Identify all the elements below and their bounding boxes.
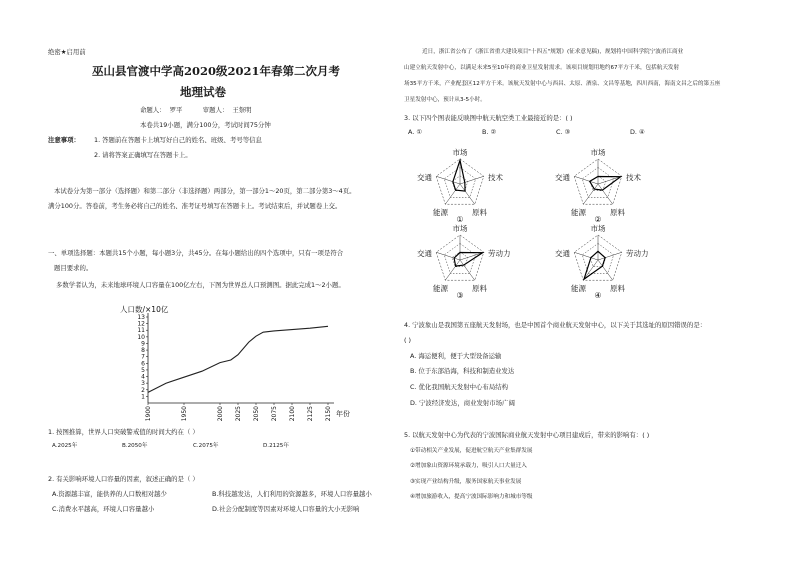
q1-option-c[interactable]: C.2075年 [193, 443, 219, 449]
note-item-1: 1. 答题前在答题卡上填写好自己的姓名、班级、考号等信息 [94, 136, 262, 144]
passage-2-line-2: 山建立航天发射中心，以满足未来5至10年的商业卫星发射需求。该项目规划用地约67平方千米，包括航天发射 [404, 65, 680, 71]
q3-option-a[interactable]: A. ① [408, 128, 423, 136]
q2-stem: 2. 有关影响环境人口容量的因素，叙述正确的是（ ） [48, 475, 199, 483]
x-tick-label: 2025 [235, 406, 242, 422]
authors-line: 命题人： 罗平 审题人： 王祭明 [140, 106, 252, 114]
location-factor-diagrams [400, 146, 760, 314]
q3-option-b[interactable]: B. ② [482, 128, 497, 136]
q1-stem: 1. 按图推算，世界人口突破警戒值的时间大约在（ ） [48, 428, 199, 436]
chart-title: 人口数/×10亿 [120, 305, 169, 314]
q5-item-4: ④增加旅游收入，提高宁波国际影响力和城市等级 [410, 494, 533, 500]
radar-label-material: 原料 [610, 208, 625, 217]
radar-label-traffic: 交通 [555, 173, 570, 182]
y-tick-label: 2 [141, 386, 145, 394]
x-tick-label: 1950 [181, 406, 188, 422]
q3-stem: 3. 以下四个图表能反映图中航天航空类工业最接近的是：( ) [404, 114, 573, 122]
radar-label-material: 原料 [472, 208, 487, 217]
radar-1 [417, 147, 503, 224]
x-tick-label: 2075 [271, 406, 278, 422]
radar-spoke [583, 184, 598, 204]
radar-label-right: 劳动力 [626, 249, 649, 258]
x-tick-label: 1900 [145, 406, 152, 422]
y-tick-label: 3 [141, 380, 145, 388]
q2-option-c[interactable]: C.消费水平越高，环境人口容量越小 [52, 505, 155, 513]
passage-1: 多数学者认为，未来地球环境人口容量在100亿左右，下图为世界总人口预测图。据此完成1～2小题。 [56, 281, 345, 289]
secret-label: 绝密★启用前 [48, 48, 86, 56]
radar-spoke [598, 252, 622, 260]
passage-2-line-3: 场35平方千米，产业配套区12平方千米。该航天发射中心与西昌、太原、酒泉、文昌等基地，四川西南，海南文昌之后的第五座 [404, 81, 721, 87]
radar-label-traffic: 交通 [417, 249, 432, 258]
radar-label-traffic: 交通 [417, 173, 432, 182]
section1-line-2: 题目要求的。 [54, 264, 93, 272]
radar-spoke [598, 260, 613, 280]
q4-stem: 4. 宁波象山是我国第五座航天发射场，也是中国首个商业航天发射中心，以下关于其选址的原因错误的是： [404, 321, 707, 329]
q1-option-d[interactable]: D.2125年 [263, 443, 289, 449]
y-tick-label: 12 [137, 320, 145, 328]
intro-line-2: 满分100分。答卷前，考生务必将自己的姓名、准考证号填写在答题卡上。考试结束后，并试题卷上交。 [48, 202, 342, 210]
radar-spoke [460, 252, 484, 260]
y-tick-label: 4 [141, 373, 145, 381]
radar-label-right: 劳动力 [488, 249, 511, 258]
radar-number: ① [456, 215, 464, 224]
population-chart [118, 303, 350, 422]
radar-spoke [598, 184, 613, 204]
q4-paren: ( ) [404, 336, 412, 344]
section1-line-1: 一、单项选择题：本题共15个小题，每小题3分，共45分。在每小题给出的四个选项中，只有一项是符合 [48, 249, 344, 257]
y-tick-label: 11 [137, 327, 145, 335]
radar-label-right: 技术 [626, 173, 641, 182]
radar-label-market: 市场 [452, 148, 468, 157]
radar-label-market: 市场 [590, 224, 606, 233]
note-item-2: 2. 请将答案正确填写在答题卡上。 [94, 151, 192, 159]
notes-heading: 注意事项： [48, 136, 80, 144]
radar-shape [590, 177, 621, 191]
y-tick-label: 9 [141, 340, 145, 348]
radar-label-energy: 能源 [571, 284, 586, 293]
q4-option-d[interactable]: D. 宁波经济发达，商业发射市场广阔 [410, 399, 515, 407]
q4-option-c[interactable]: C. 优化我国航天发射中心布局结构 [410, 383, 508, 391]
x-tick-label: 2000 [217, 406, 224, 422]
radar-label-traffic: 交通 [555, 249, 570, 258]
y-tick-label: 8 [141, 347, 145, 355]
radar-2 [555, 147, 641, 224]
passage-2-line-1: 近日，浙江省公布了《浙江省重大建设项目"十四五"规划》(征求意见稿)，规划将中国科学院宁波甬江商业 [422, 49, 684, 55]
q5-stem: 5. 以航天发射中心为代表的宁波国际商业航天发射中心项目建成后，带来的影响有：( ) [404, 431, 650, 439]
right-column [400, 0, 760, 562]
y-tick-label: 7 [141, 353, 145, 361]
q5-item-3: ③实现产业结构升级，服务国家航天事业发展 [410, 479, 522, 485]
q4-option-b[interactable]: B. 位于东部沿海，科技和制造业发达 [410, 367, 515, 375]
q2-option-a[interactable]: A.资源越丰富，能供养的人口数相对越少 [52, 490, 167, 498]
radar-spoke [460, 184, 475, 204]
radar-spoke [574, 176, 598, 184]
y-tick-label: 1 [141, 393, 145, 401]
radar-label-market: 市场 [452, 224, 468, 233]
q1-option-a[interactable]: A.2025年 [52, 443, 78, 449]
x-tick-label: 2150 [325, 406, 332, 422]
x-tick-label: 2050 [253, 406, 260, 422]
q2-option-d[interactable]: D.社会分配制度等因素对环境人口容量的大小无影响 [212, 505, 360, 513]
q4-option-a[interactable]: A. 海运便利，便于大型设备运输 [410, 352, 502, 360]
y-tick-label: 5 [141, 366, 145, 374]
radar-3 [417, 223, 511, 300]
radar-number: ② [594, 215, 602, 224]
radar-4 [555, 223, 649, 300]
q3-option-c[interactable]: C. ③ [556, 128, 571, 136]
x-axis-label: 年份 [336, 410, 350, 418]
q3-option-d[interactable]: D. ④ [630, 128, 645, 136]
x-tick-label: 2125 [307, 406, 314, 422]
population-line [148, 326, 328, 392]
radar-number: ④ [594, 291, 602, 300]
q1-option-b[interactable]: B.2050年 [122, 443, 148, 449]
radar-spoke [445, 184, 460, 204]
radar-label-material: 原料 [472, 284, 487, 293]
radar-number: ③ [456, 291, 464, 300]
radar-label-energy: 能源 [433, 284, 448, 293]
exam-title: 巫山县官渡中学高2020级2021年春第二次月考 [92, 64, 341, 78]
exam-info: 本卷共19小题，满分100分，考试时间75分钟 [140, 121, 271, 129]
q5-item-1: ①带动相关产业发展，促进航空航天产业集群发展 [410, 448, 533, 454]
radar-spoke [445, 260, 460, 280]
radar-spoke [598, 176, 622, 184]
q5-item-2: ②增加象山资源环境承载力，吸引人口大量迁入 [410, 463, 527, 469]
left-column [40, 0, 390, 562]
x-tick-label: 2100 [289, 406, 296, 422]
y-tick-label: 13 [137, 314, 145, 321]
radar-shape [453, 160, 465, 191]
y-tick-label: 10 [137, 333, 145, 341]
passage-2-line-4: 卫星发射中心，预计从3-5小时。 [404, 97, 486, 103]
y-tick-label: 6 [141, 360, 145, 368]
radar-label-energy: 能源 [433, 208, 448, 217]
radar-label-energy: 能源 [571, 208, 586, 217]
radar-spoke [436, 176, 460, 184]
exam-subject: 地理试卷 [180, 85, 226, 99]
radar-label-right: 技术 [488, 173, 503, 182]
intro-line-1: 本试卷分为第一部分（选择题）和第二部分（非选择题）两部分，第一部分1～20页，第二部分第3～4页。 [54, 187, 356, 195]
radar-label-material: 原料 [610, 284, 625, 293]
radar-label-market: 市场 [590, 148, 606, 157]
radar-spoke [574, 252, 598, 260]
q2-option-b[interactable]: B.科技越发达，人们利用的资源越多，环境人口容量越小 [212, 490, 372, 498]
